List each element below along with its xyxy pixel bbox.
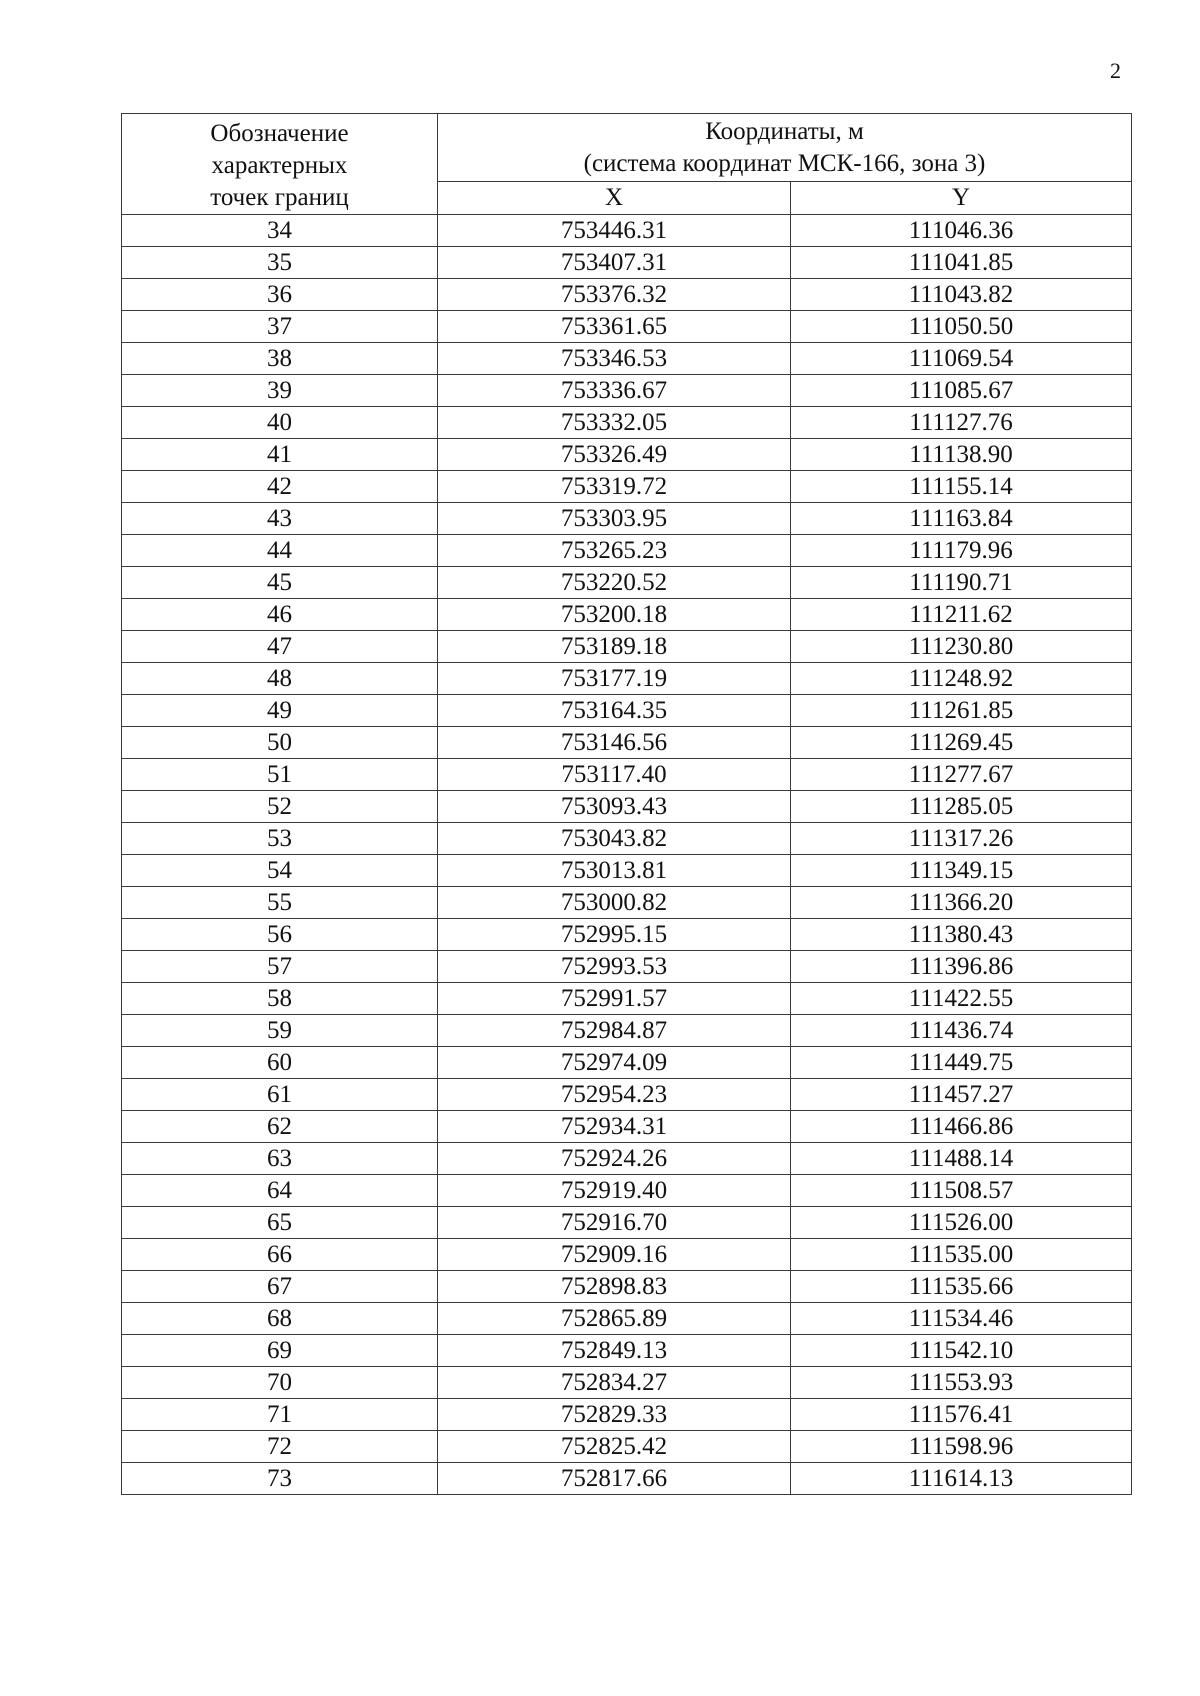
table-row (122, 695, 1132, 727)
point-cell: 58 (122, 983, 438, 1015)
point-cell: 52 (122, 791, 438, 823)
point-cell: 34 (122, 215, 438, 247)
point-cell: 67 (122, 1271, 438, 1303)
x-coordinate-cell: 753332.05 (438, 407, 791, 439)
y-coordinate-cell: 111138.90 (791, 439, 1132, 471)
table-row (122, 1431, 1132, 1463)
y-coordinate-cell: 111269.45 (791, 727, 1132, 759)
x-coordinate-cell: 752849.13 (438, 1335, 791, 1367)
table-row (122, 1047, 1132, 1079)
point-cell: 60 (122, 1047, 438, 1079)
x-coordinate-cell: 753303.95 (438, 503, 791, 535)
point-cell: 49 (122, 695, 438, 727)
table-row (122, 407, 1132, 439)
point-cell: 37 (122, 311, 438, 343)
table-row (122, 1463, 1132, 1495)
y-coordinate-cell: 111349.15 (791, 855, 1132, 887)
x-coordinate-cell: 753326.49 (438, 439, 791, 471)
table-row (122, 279, 1132, 311)
coordinates-table (121, 113, 1132, 1495)
point-cell: 39 (122, 375, 438, 407)
point-cell: 46 (122, 599, 438, 631)
point-cell: 48 (122, 663, 438, 695)
table-row (122, 1175, 1132, 1207)
table-row (122, 599, 1132, 631)
point-cell: 53 (122, 823, 438, 855)
point-cell: 62 (122, 1111, 438, 1143)
y-coordinate-cell: 111043.82 (791, 279, 1132, 311)
point-cell: 45 (122, 567, 438, 599)
table-row (122, 1399, 1132, 1431)
table-row (122, 631, 1132, 663)
y-coordinate-cell: 111457.27 (791, 1079, 1132, 1111)
x-coordinate-cell: 753265.23 (438, 535, 791, 567)
table-row (122, 471, 1132, 503)
y-coordinate-cell: 111535.00 (791, 1239, 1132, 1271)
x-coordinate-cell: 753164.35 (438, 695, 791, 727)
point-cell: 40 (122, 407, 438, 439)
table-row (122, 1367, 1132, 1399)
x-coordinate-cell: 752898.83 (438, 1271, 791, 1303)
y-coordinate-cell: 111526.00 (791, 1207, 1132, 1239)
x-coordinate-cell: 753319.72 (438, 471, 791, 503)
x-column-header: X (438, 181, 791, 214)
y-coordinate-cell: 111317.26 (791, 823, 1132, 855)
points-header-line: Обозначение (210, 120, 349, 147)
x-coordinate-cell: 753013.81 (438, 855, 791, 887)
x-coordinate-cell: 752834.27 (438, 1367, 791, 1399)
x-coordinate-cell: 753346.53 (438, 343, 791, 375)
table-row (122, 503, 1132, 535)
x-coordinate-cell: 753407.31 (438, 247, 791, 279)
table-row (122, 311, 1132, 343)
table-row (122, 343, 1132, 375)
y-coordinate-cell: 111050.50 (791, 311, 1132, 343)
y-column-header: Y (791, 181, 1132, 214)
point-cell: 64 (122, 1175, 438, 1207)
x-coordinate-cell: 752817.66 (438, 1463, 791, 1495)
x-coordinate-cell: 752865.89 (438, 1303, 791, 1335)
point-cell: 35 (122, 247, 438, 279)
x-coordinate-cell: 752954.23 (438, 1079, 791, 1111)
point-cell: 61 (122, 1079, 438, 1111)
table-row (122, 567, 1132, 599)
y-coordinate-cell: 111163.84 (791, 503, 1132, 535)
table-row (122, 1271, 1132, 1303)
coords-header-line: (система координат МСК-166, зона 3) (583, 150, 986, 178)
y-coordinate-cell: 111069.54 (791, 343, 1132, 375)
point-cell: 70 (122, 1367, 438, 1399)
page-number: 2 (1110, 58, 1121, 83)
y-coordinate-cell: 111614.13 (791, 1463, 1132, 1495)
x-coordinate-cell: 752909.16 (438, 1239, 791, 1271)
point-cell: 41 (122, 439, 438, 471)
table-row (122, 727, 1132, 759)
x-coordinate-cell: 753200.18 (438, 599, 791, 631)
x-coordinate-cell: 753376.32 (438, 279, 791, 311)
point-cell: 44 (122, 535, 438, 567)
x-coordinate-cell: 752984.87 (438, 1015, 791, 1047)
x-coordinate-cell: 753000.82 (438, 887, 791, 919)
x-coordinate-cell: 753446.31 (438, 215, 791, 247)
x-coordinate-cell: 752916.70 (438, 1207, 791, 1239)
x-coordinate-cell: 753177.19 (438, 663, 791, 695)
table-row (122, 1111, 1132, 1143)
y-coordinate-cell: 111248.92 (791, 663, 1132, 695)
y-coordinate-cell: 111534.46 (791, 1303, 1132, 1335)
table-row (122, 663, 1132, 695)
y-coordinate-cell: 111436.74 (791, 1015, 1132, 1047)
point-cell: 47 (122, 631, 438, 663)
x-coordinate-cell: 753117.40 (438, 759, 791, 791)
table-row (122, 215, 1132, 247)
x-coordinate-cell: 752993.53 (438, 951, 791, 983)
y-coordinate-cell: 111449.75 (791, 1047, 1132, 1079)
y-coordinate-cell: 111396.86 (791, 951, 1132, 983)
x-coordinate-cell: 752919.40 (438, 1175, 791, 1207)
y-coordinate-cell: 111041.85 (791, 247, 1132, 279)
point-cell: 38 (122, 343, 438, 375)
point-cell: 59 (122, 1015, 438, 1047)
table-row (122, 983, 1132, 1015)
x-coordinate-cell: 752991.57 (438, 983, 791, 1015)
y-coordinate-cell: 111085.67 (791, 375, 1132, 407)
y-coordinate-cell: 111508.57 (791, 1175, 1132, 1207)
table-row (122, 919, 1132, 951)
y-coordinate-cell: 111127.76 (791, 407, 1132, 439)
y-coordinate-cell: 111190.71 (791, 567, 1132, 599)
x-coordinate-cell: 753043.82 (438, 823, 791, 855)
table-row (122, 1015, 1132, 1047)
table-row (122, 791, 1132, 823)
table-row (122, 1239, 1132, 1271)
y-coordinate-cell: 111261.85 (791, 695, 1132, 727)
point-cell: 65 (122, 1207, 438, 1239)
point-cell: 51 (122, 759, 438, 791)
y-coordinate-cell: 111046.36 (791, 215, 1132, 247)
y-coordinate-cell: 111598.96 (791, 1431, 1132, 1463)
point-cell: 42 (122, 471, 438, 503)
points-column-header (122, 114, 438, 215)
y-coordinate-cell: 111285.05 (791, 791, 1132, 823)
point-cell: 57 (122, 951, 438, 983)
table-row (122, 1335, 1132, 1367)
point-cell: 43 (122, 503, 438, 535)
point-cell: 73 (122, 1463, 438, 1495)
point-cell: 55 (122, 887, 438, 919)
x-coordinate-cell: 752829.33 (438, 1399, 791, 1431)
coords-header-line: Координаты, м (705, 118, 864, 146)
y-coordinate-cell: 111179.96 (791, 535, 1132, 567)
y-coordinate-cell: 111576.41 (791, 1399, 1132, 1431)
table-row (122, 951, 1132, 983)
table-row (122, 1207, 1132, 1239)
y-coordinate-cell: 111155.14 (791, 471, 1132, 503)
x-coordinate-cell: 753336.67 (438, 375, 791, 407)
table-row (122, 1143, 1132, 1175)
x-coordinate-cell: 753189.18 (438, 631, 791, 663)
table-row (122, 247, 1132, 279)
y-coordinate-cell: 111553.93 (791, 1367, 1132, 1399)
y-coordinate-cell: 111277.67 (791, 759, 1132, 791)
x-coordinate-cell: 752825.42 (438, 1431, 791, 1463)
point-cell: 63 (122, 1143, 438, 1175)
table-row (122, 375, 1132, 407)
y-coordinate-cell: 111488.14 (791, 1143, 1132, 1175)
point-cell: 54 (122, 855, 438, 887)
points-header-line: точек границ (210, 184, 349, 211)
point-cell: 71 (122, 1399, 438, 1431)
y-coordinate-cell: 111542.10 (791, 1335, 1132, 1367)
points-header-line: характерных (211, 152, 348, 179)
table-header (122, 114, 1132, 215)
x-coordinate-cell: 753220.52 (438, 567, 791, 599)
point-cell: 50 (122, 727, 438, 759)
table-row (122, 823, 1132, 855)
point-cell: 69 (122, 1335, 438, 1367)
x-coordinate-cell: 752934.31 (438, 1111, 791, 1143)
y-coordinate-cell: 111230.80 (791, 631, 1132, 663)
table-row (122, 1303, 1132, 1335)
x-coordinate-cell: 753361.65 (438, 311, 791, 343)
table-body (122, 215, 1132, 1495)
y-coordinate-cell: 111466.86 (791, 1111, 1132, 1143)
coordinates-column-header (438, 114, 1132, 182)
table-row (122, 535, 1132, 567)
x-coordinate-cell: 753093.43 (438, 791, 791, 823)
y-coordinate-cell: 111366.20 (791, 887, 1132, 919)
point-cell: 56 (122, 919, 438, 951)
table-row (122, 855, 1132, 887)
y-coordinate-cell: 111211.62 (791, 599, 1132, 631)
y-coordinate-cell: 111535.66 (791, 1271, 1132, 1303)
point-cell: 66 (122, 1239, 438, 1271)
point-cell: 68 (122, 1303, 438, 1335)
table-row (122, 759, 1132, 791)
table-row (122, 439, 1132, 471)
table-row (122, 1079, 1132, 1111)
y-coordinate-cell: 111380.43 (791, 919, 1132, 951)
x-coordinate-cell: 753146.56 (438, 727, 791, 759)
x-coordinate-cell: 752995.15 (438, 919, 791, 951)
point-cell: 36 (122, 279, 438, 311)
point-cell: 72 (122, 1431, 438, 1463)
y-coordinate-cell: 111422.55 (791, 983, 1132, 1015)
x-coordinate-cell: 752924.26 (438, 1143, 791, 1175)
x-coordinate-cell: 752974.09 (438, 1047, 791, 1079)
table-row (122, 887, 1132, 919)
